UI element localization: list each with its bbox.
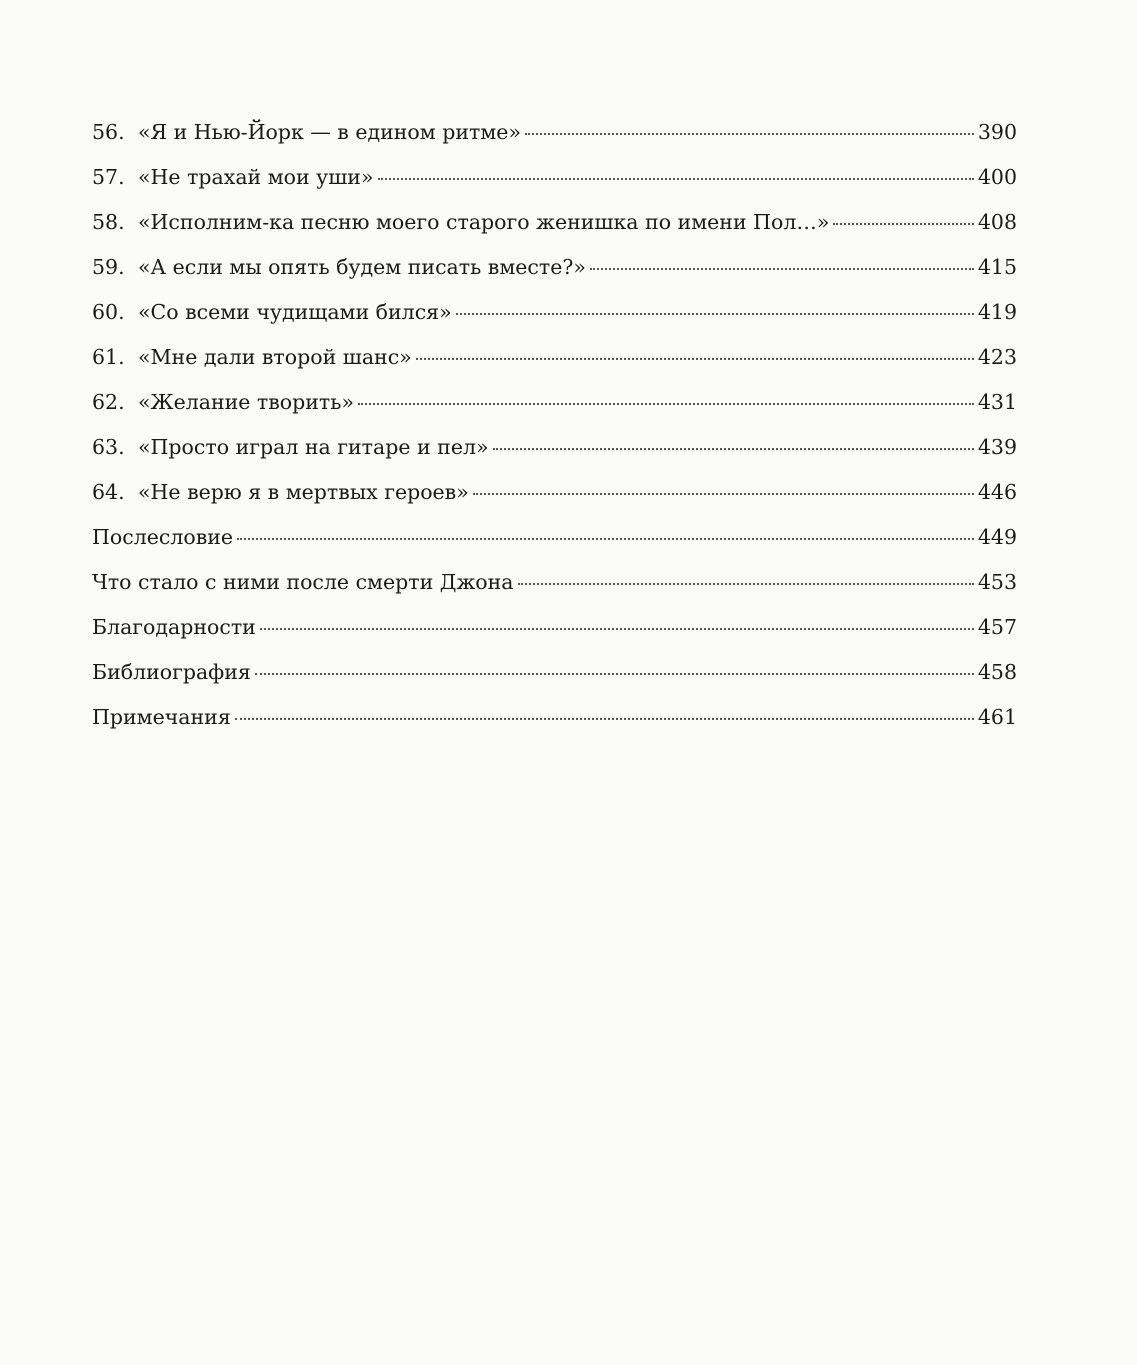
chapter-title: «А если мы опять будем писать вместе?»: [138, 255, 586, 279]
page-number: 449: [977, 525, 1017, 549]
chapter-title: «Со всеми чудищами бился»: [138, 300, 452, 324]
page-number: 458: [977, 660, 1017, 684]
chapter-title: «Я и Нью-Йорк — в едином ритме»: [138, 120, 521, 144]
page-number: 439: [977, 435, 1017, 459]
dot-leader: [456, 313, 974, 315]
dot-leader: [255, 673, 974, 675]
toc-entry: [92, 167, 1017, 212]
chapter-title: «Мне дали второй шанс»: [138, 345, 412, 369]
toc-entry: [92, 437, 1017, 482]
dot-leader: [237, 538, 974, 540]
toc-entry: [92, 257, 1017, 302]
chapter-number: 63.: [92, 435, 125, 459]
chapter-title: «Не трахай мои уши»: [138, 165, 374, 189]
chapter-title: «Просто играл на гитаре и пел»: [138, 435, 489, 459]
dot-leader: [416, 358, 974, 360]
chapter-number: 57.: [92, 165, 125, 189]
page-number: 446: [977, 480, 1017, 504]
page-number: 419: [977, 300, 1017, 324]
dot-leader: [493, 448, 974, 450]
page-number: 461: [977, 705, 1017, 729]
chapter-number: 60.: [92, 300, 125, 324]
dot-leader: [358, 403, 974, 405]
dot-leader: [833, 223, 973, 225]
toc-entry: [92, 302, 1017, 347]
table-of-contents: [92, 122, 1017, 752]
dot-leader: [378, 178, 974, 180]
chapter-number: 64.: [92, 480, 125, 504]
chapter-number: 59.: [92, 255, 125, 279]
toc-entry: [92, 572, 1017, 617]
dot-leader: [518, 583, 974, 585]
page-number: 457: [977, 615, 1017, 639]
chapter-title: Библиография: [92, 660, 251, 684]
chapter-number: 58.: [92, 210, 125, 234]
chapter-number: 61.: [92, 345, 125, 369]
chapter-title: Послесловие: [92, 525, 234, 549]
dot-leader: [235, 718, 974, 720]
chapter-number: 56.: [92, 120, 125, 144]
toc-entry: [92, 212, 1017, 257]
page-number: 408: [977, 210, 1017, 234]
dot-leader: [260, 628, 974, 630]
chapter-title: Что стало с ними после смерти Джона: [92, 570, 514, 594]
toc-entry: [92, 662, 1017, 707]
toc-entry: [92, 707, 1017, 752]
chapter-title: «Исполним-ка песню моего старого женишка по имени Пол…»: [138, 210, 830, 234]
dot-leader: [525, 133, 974, 135]
page-number: 423: [977, 345, 1017, 369]
toc-entry: [92, 617, 1017, 662]
toc-entry: [92, 527, 1017, 572]
toc-entry: [92, 122, 1017, 167]
chapter-title: Примечания: [92, 705, 231, 729]
page-number: 390: [977, 120, 1017, 144]
toc-entry: [92, 482, 1017, 527]
chapter-title: Благодарности: [92, 615, 256, 639]
chapter-title: «Желание творить»: [138, 390, 354, 414]
page-number: 453: [977, 570, 1017, 594]
dot-leader: [590, 268, 974, 270]
page-number: 400: [977, 165, 1017, 189]
toc-entry: [92, 392, 1017, 437]
dot-leader: [473, 493, 974, 495]
chapter-title: «Не верю я в мертвых героев»: [138, 480, 469, 504]
page-number: 431: [977, 390, 1017, 414]
toc-entry: [92, 347, 1017, 392]
page-number: 415: [977, 255, 1017, 279]
chapter-number: 62.: [92, 390, 125, 414]
